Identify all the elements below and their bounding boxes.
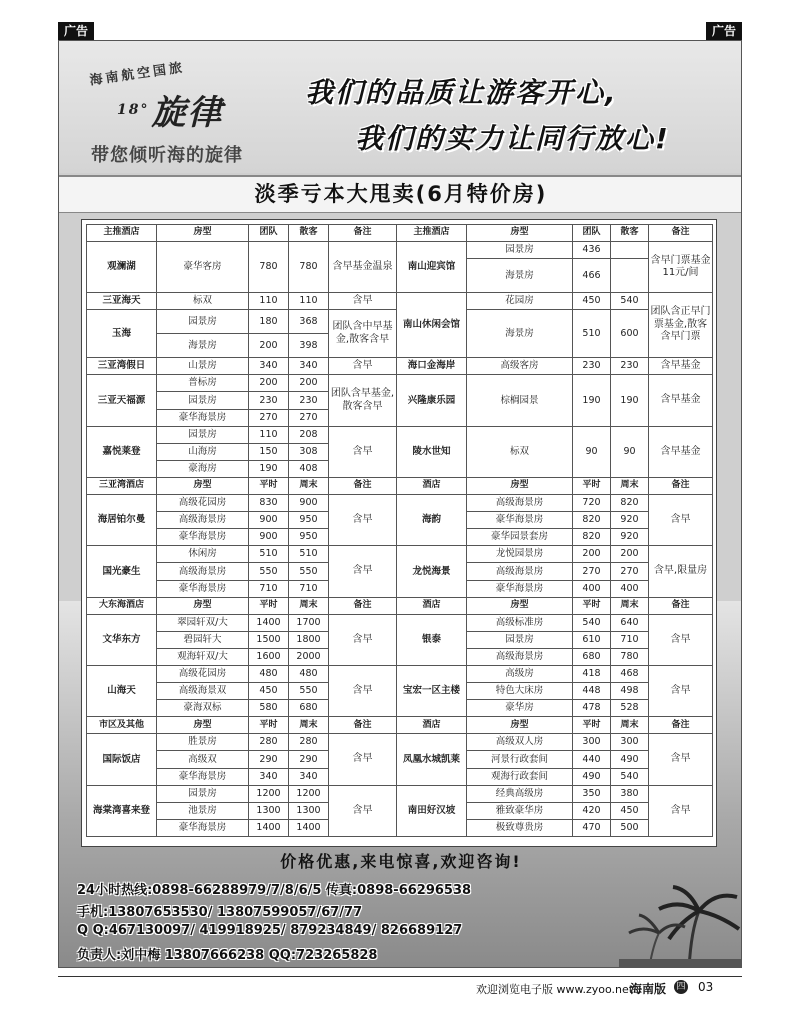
remark-cell: 含早基金 <box>649 426 713 477</box>
price-cell: 190 <box>611 375 649 426</box>
room-type: 高级海景房 <box>157 563 249 580</box>
header-cell: 备注 <box>649 597 713 614</box>
price-cell: 230 <box>573 358 611 375</box>
header-cell: 周末 <box>611 717 649 734</box>
hotel-name: 观澜湖 <box>87 242 157 293</box>
room-type: 园景房 <box>157 392 249 409</box>
price-cell: 528 <box>611 700 649 717</box>
price-cell: 1400 <box>289 819 329 836</box>
hotel-name: 南山迎宾馆 <box>397 242 467 293</box>
remark-cell: 含早 <box>649 665 713 716</box>
price-cell: 1700 <box>289 614 329 631</box>
price-cell: 710 <box>249 580 289 597</box>
room-type: 高级双 <box>157 751 249 768</box>
room-type: 豪华海景房 <box>157 768 249 785</box>
price-cell: 900 <box>249 529 289 546</box>
price-cell: 308 <box>289 443 329 460</box>
price-cell: 1600 <box>249 648 289 665</box>
room-type: 普标房 <box>157 375 249 392</box>
page-number: 03 <box>698 980 714 994</box>
room-type: 海景房 <box>467 310 573 358</box>
price-cell: 680 <box>573 648 611 665</box>
header-cell: 备注 <box>329 225 397 242</box>
remark-cell: 含早 <box>649 785 713 836</box>
hotel-name: 国际饭店 <box>87 734 157 785</box>
room-type: 标双 <box>467 426 573 477</box>
header-cell: 平时 <box>249 477 289 494</box>
price-cell: 920 <box>611 512 649 529</box>
header-cell: 房型 <box>157 597 249 614</box>
room-type: 高级标准房 <box>467 614 573 631</box>
room-type: 豪华海景房 <box>467 580 573 597</box>
price-cell: 950 <box>289 529 329 546</box>
remark-cell: 含早 <box>329 495 397 546</box>
price-cell: 830 <box>249 495 289 512</box>
price-cell: 450 <box>611 802 649 819</box>
price-cell: 550 <box>289 563 329 580</box>
table-header-row <box>87 597 713 614</box>
room-type: 海景房 <box>157 334 249 358</box>
contact-mobile: 手机:13807653530/ 13807599057/67/77 <box>77 905 363 920</box>
header-cell: 大东海酒店 <box>87 597 157 614</box>
remark-cell: 含早 <box>329 293 397 310</box>
header-cell: 备注 <box>649 717 713 734</box>
price-cell: 510 <box>289 546 329 563</box>
ad-panel <box>58 40 742 968</box>
room-type: 豪海双标 <box>157 700 249 717</box>
room-type: 河景行政套间 <box>467 751 573 768</box>
price-table <box>86 224 713 837</box>
table-row <box>87 734 713 751</box>
price-cell: 480 <box>289 665 329 682</box>
hotel-name: 兴隆康乐园 <box>397 375 467 426</box>
price-cell: 510 <box>249 546 289 563</box>
price-cell: 270 <box>611 563 649 580</box>
price-cell: 90 <box>573 426 611 477</box>
header-cell: 三亚湾酒店 <box>87 477 157 494</box>
price-cell: 540 <box>573 614 611 631</box>
hotel-name: 国光豪生 <box>87 546 157 597</box>
table-header-row <box>87 225 713 242</box>
price-cell: 200 <box>249 375 289 392</box>
hotel-name: 三亚海天 <box>87 293 157 310</box>
price-cell: 408 <box>289 460 329 477</box>
price-cell: 280 <box>289 734 329 751</box>
price-cell: 550 <box>249 563 289 580</box>
room-type: 高级花园房 <box>157 665 249 682</box>
price-cell: 150 <box>249 443 289 460</box>
hotel-name: 海棠湾喜来登 <box>87 785 157 836</box>
price-cell: 468 <box>611 665 649 682</box>
price-cell: 400 <box>611 580 649 597</box>
table-row <box>87 358 713 375</box>
header-cell: 团队 <box>573 225 611 242</box>
header-cell: 房型 <box>157 477 249 494</box>
price-cell: 1400 <box>249 614 289 631</box>
price-cell: 270 <box>573 563 611 580</box>
header-cell: 备注 <box>329 597 397 614</box>
header-cell: 平时 <box>249 717 289 734</box>
price-cell: 498 <box>611 683 649 700</box>
header-cell: 平时 <box>573 477 611 494</box>
hotel-name: 海居铂尔曼 <box>87 495 157 546</box>
room-type: 胜景房 <box>157 734 249 751</box>
room-type: 碧园轩大 <box>157 631 249 648</box>
price-cell: 540 <box>611 768 649 785</box>
ad-tag: 广告 <box>706 22 742 40</box>
hotel-name: 文华东方 <box>87 614 157 665</box>
room-type: 翠园轩双/大 <box>157 614 249 631</box>
remark-cell: 含早基金 <box>649 358 713 375</box>
hotel-name: 陵水世知 <box>397 426 467 477</box>
promo-title: 淡季亏本大甩卖(6月特价房) <box>59 175 742 213</box>
price-cell: 480 <box>249 665 289 682</box>
header-cell: 散客 <box>289 225 329 242</box>
logo-company: 海南航空国旅 <box>88 60 186 89</box>
header-cell: 主推酒店 <box>397 225 467 242</box>
price-cell: 440 <box>573 751 611 768</box>
price-cell: 478 <box>573 700 611 717</box>
price-cell: 450 <box>573 293 611 310</box>
price-cell: 340 <box>289 768 329 785</box>
remark-cell: 含早 <box>329 546 397 597</box>
remark-cell: 含早 <box>329 614 397 665</box>
remark-cell: 团队含正早门票基金,散客含早门票 <box>649 293 713 358</box>
price-cell: 290 <box>249 751 289 768</box>
remark-cell: 含早 <box>649 495 713 546</box>
price-cell: 270 <box>249 409 289 426</box>
table-row <box>87 242 713 259</box>
room-type: 园景房 <box>157 426 249 443</box>
room-type: 豪华海景房 <box>157 580 249 597</box>
price-cell: 600 <box>611 310 649 358</box>
price-cell: 1200 <box>289 785 329 802</box>
hotel-name: 玉海 <box>87 310 157 358</box>
room-type: 观海行政套间 <box>467 768 573 785</box>
header-cell: 周末 <box>611 597 649 614</box>
room-type: 高级房 <box>467 665 573 682</box>
price-cell: 1200 <box>249 785 289 802</box>
room-type: 豪海房 <box>157 460 249 477</box>
remark-cell: 含早 <box>329 358 397 375</box>
price-cell: 300 <box>573 734 611 751</box>
price-cell: 190 <box>249 460 289 477</box>
headline-line1: 我们的品质让游客开心, <box>305 76 618 109</box>
price-cell <box>611 242 649 259</box>
price-cell: 1300 <box>249 802 289 819</box>
remark-cell: 团队含早基金,散客含早 <box>329 375 397 426</box>
header-cell: 周末 <box>289 477 329 494</box>
price-cell: 1800 <box>289 631 329 648</box>
price-cell: 680 <box>289 700 329 717</box>
room-type: 山海房 <box>157 443 249 460</box>
header-cell: 房型 <box>467 225 573 242</box>
header-cell: 房型 <box>467 477 573 494</box>
price-cell: 340 <box>289 358 329 375</box>
price-cell: 208 <box>289 426 329 443</box>
header-cell: 主推酒店 <box>87 225 157 242</box>
contact-qq: Q Q:467130097/ 419918925/ 879234849/ 826689127 <box>77 923 463 938</box>
table-row <box>87 785 713 802</box>
footer-website: 欢迎浏览电子版 www.zyoo.net <box>476 983 634 996</box>
remark-cell: 含早 <box>329 734 397 785</box>
room-type: 园景房 <box>157 310 249 334</box>
remark-cell: 含早基金温泉 <box>329 242 397 293</box>
price-cell: 280 <box>249 734 289 751</box>
table-row <box>87 665 713 682</box>
hotel-name: 南田好汉坡 <box>397 785 467 836</box>
price-cell: 780 <box>249 242 289 293</box>
footer-edition: 海南版 <box>630 982 667 996</box>
header-cell: 房型 <box>157 225 249 242</box>
header-cell: 团队 <box>249 225 289 242</box>
header-cell: 房型 <box>467 597 573 614</box>
remark-cell: 含早 <box>649 734 713 785</box>
price-cell: 110 <box>289 293 329 310</box>
room-type: 海景房 <box>467 259 573 293</box>
price-cell: 398 <box>289 334 329 358</box>
header-cell: 平时 <box>573 717 611 734</box>
header-cell: 房型 <box>157 717 249 734</box>
table-header-row <box>87 717 713 734</box>
logo-slogan: 带您倾听海的旋律 <box>91 145 243 166</box>
price-cell: 1500 <box>249 631 289 648</box>
price-cell: 710 <box>611 631 649 648</box>
price-cell: 640 <box>611 614 649 631</box>
header-cell: 酒店 <box>397 477 467 494</box>
hotel-name: 南山休闲会馆 <box>397 293 467 358</box>
table-row <box>87 375 713 392</box>
price-cell: 580 <box>249 700 289 717</box>
room-type: 经典高级房 <box>467 785 573 802</box>
price-cell: 820 <box>573 512 611 529</box>
room-type: 豪华海景房 <box>467 512 573 529</box>
hotel-name: 三亚天福源 <box>87 375 157 426</box>
hotel-name: 山海天 <box>87 665 157 716</box>
price-cell: 270 <box>289 409 329 426</box>
price-cell: 448 <box>573 683 611 700</box>
table-row <box>87 293 713 310</box>
ad-tag: 广告 <box>58 22 94 40</box>
price-cell: 180 <box>249 310 289 334</box>
header-cell: 周末 <box>611 477 649 494</box>
room-type: 棕榈园景 <box>467 375 573 426</box>
remark-cell: 含早基金 <box>649 375 713 426</box>
header-cell: 备注 <box>329 477 397 494</box>
price-cell: 950 <box>289 512 329 529</box>
room-type: 豪华海景房 <box>157 409 249 426</box>
table-row <box>87 614 713 631</box>
price-cell: 418 <box>573 665 611 682</box>
price-cell: 720 <box>573 495 611 512</box>
price-cell: 780 <box>611 648 649 665</box>
price-cell: 470 <box>573 819 611 836</box>
hotel-name: 凤凰水城凯莱 <box>397 734 467 785</box>
price-table-box <box>81 219 717 847</box>
table-row <box>87 426 713 443</box>
logo <box>117 85 223 134</box>
price-cell: 1400 <box>249 819 289 836</box>
hotel-name: 宝宏一区主楼 <box>397 665 467 716</box>
table-row <box>87 546 713 563</box>
price-cell: 510 <box>573 310 611 358</box>
price-cell: 2000 <box>289 648 329 665</box>
remark-cell: 含早 <box>649 614 713 665</box>
room-type: 园景房 <box>157 785 249 802</box>
price-cell: 90 <box>611 426 649 477</box>
price-cell: 900 <box>289 495 329 512</box>
header-cell: 房型 <box>467 717 573 734</box>
page-footer <box>0 976 800 998</box>
header-cell: 散客 <box>611 225 649 242</box>
price-cell: 200 <box>289 375 329 392</box>
logo-name: 旋律 <box>151 93 224 133</box>
footer-badge-icon: 四 <box>674 980 688 994</box>
room-type: 园景房 <box>467 242 573 259</box>
room-type: 高级海景房 <box>157 512 249 529</box>
price-cell: 920 <box>611 529 649 546</box>
room-type: 豪华海景房 <box>157 529 249 546</box>
hotel-name: 银泰 <box>397 614 467 665</box>
room-type: 高级海景双 <box>157 683 249 700</box>
room-type: 特色大床房 <box>467 683 573 700</box>
price-cell: 230 <box>249 392 289 409</box>
room-type: 豪华房 <box>467 700 573 717</box>
header-cell: 酒店 <box>397 717 467 734</box>
header-cell: 平时 <box>249 597 289 614</box>
price-cell: 190 <box>573 375 611 426</box>
room-type: 豪华园景套房 <box>467 529 573 546</box>
room-type: 高级双人房 <box>467 734 573 751</box>
remark-cell: 含早 <box>329 665 397 716</box>
room-type: 龙悦园景房 <box>467 546 573 563</box>
price-cell: 110 <box>249 426 289 443</box>
price-cell: 450 <box>249 683 289 700</box>
room-type: 花园房 <box>467 293 573 310</box>
price-cell: 230 <box>289 392 329 409</box>
price-cell: 500 <box>611 819 649 836</box>
price-cell: 200 <box>573 546 611 563</box>
room-type: 高级花园房 <box>157 495 249 512</box>
remark-cell: 团队含中早基金,散客含早 <box>329 310 397 358</box>
price-cell: 436 <box>573 242 611 259</box>
price-cell: 380 <box>611 785 649 802</box>
hotel-name: 海韵 <box>397 495 467 546</box>
room-type: 山景房 <box>157 358 249 375</box>
price-cell <box>611 259 649 293</box>
price-cell: 200 <box>249 334 289 358</box>
header-cell: 周末 <box>289 597 329 614</box>
price-cell: 466 <box>573 259 611 293</box>
hotel-name: 三亚湾假日 <box>87 358 157 375</box>
header-cell: 备注 <box>329 717 397 734</box>
room-type: 豪华海景房 <box>157 819 249 836</box>
hotel-name: 嘉悦莱登 <box>87 426 157 477</box>
price-cell: 1300 <box>289 802 329 819</box>
price-cell: 400 <box>573 580 611 597</box>
price-cell: 490 <box>573 768 611 785</box>
price-cell: 368 <box>289 310 329 334</box>
price-cell: 350 <box>573 785 611 802</box>
hotel-name: 龙悦海景 <box>397 546 467 597</box>
price-cell: 540 <box>611 293 649 310</box>
logo-degree: 18° <box>117 102 150 118</box>
price-cell: 110 <box>249 293 289 310</box>
room-type: 园景房 <box>467 631 573 648</box>
price-cell: 340 <box>249 358 289 375</box>
price-cell: 230 <box>611 358 649 375</box>
price-cell: 200 <box>611 546 649 563</box>
room-type: 高级客房 <box>467 358 573 375</box>
footer-rule <box>58 976 742 977</box>
hotel-name: 海口金海岸 <box>397 358 467 375</box>
room-type: 标双 <box>157 293 249 310</box>
price-cell: 780 <box>289 242 329 293</box>
header-cell: 周末 <box>289 717 329 734</box>
price-cell: 300 <box>611 734 649 751</box>
palm-tree-icon <box>619 881 742 968</box>
header-cell: 备注 <box>649 225 713 242</box>
header-cell: 平时 <box>573 597 611 614</box>
room-type: 高级海景房 <box>467 563 573 580</box>
price-cell: 290 <box>289 751 329 768</box>
room-type: 豪华客房 <box>157 242 249 293</box>
remark-cell: 含早门票基金11元/间 <box>649 242 713 293</box>
room-type: 观海轩双/大 <box>157 648 249 665</box>
room-type: 高级海景房 <box>467 495 573 512</box>
header-cell: 酒店 <box>397 597 467 614</box>
header-cell: 备注 <box>649 477 713 494</box>
room-type: 雅致豪华房 <box>467 802 573 819</box>
room-type: 高级海景房 <box>467 648 573 665</box>
price-cell: 340 <box>249 768 289 785</box>
room-type: 极致尊贵房 <box>467 819 573 836</box>
remark-cell: 含早,限量房 <box>649 546 713 597</box>
price-cell: 490 <box>611 751 649 768</box>
room-type: 休闲房 <box>157 546 249 563</box>
table-header-row <box>87 477 713 494</box>
price-cell: 820 <box>573 529 611 546</box>
footer-slogan: 价格优惠,来电惊喜,欢迎咨询! <box>280 852 522 871</box>
price-cell: 820 <box>611 495 649 512</box>
table-row <box>87 495 713 512</box>
headline-line2: 我们的实力让同行放心! <box>355 122 670 155</box>
price-cell: 550 <box>289 683 329 700</box>
price-cell: 420 <box>573 802 611 819</box>
price-cell: 710 <box>289 580 329 597</box>
remark-cell: 含早 <box>329 426 397 477</box>
price-cell: 900 <box>249 512 289 529</box>
header-cell: 市区及其他 <box>87 717 157 734</box>
price-cell: 610 <box>573 631 611 648</box>
remark-cell: 含早 <box>329 785 397 836</box>
room-type: 池景房 <box>157 802 249 819</box>
contact-hotline: 24小时热线:0898-66288979/7/8/6/5 传真:0898-66296538 <box>77 883 472 898</box>
contact-manager: 负责人:刘中梅 13807666238 QQ:723265828 <box>77 948 378 963</box>
